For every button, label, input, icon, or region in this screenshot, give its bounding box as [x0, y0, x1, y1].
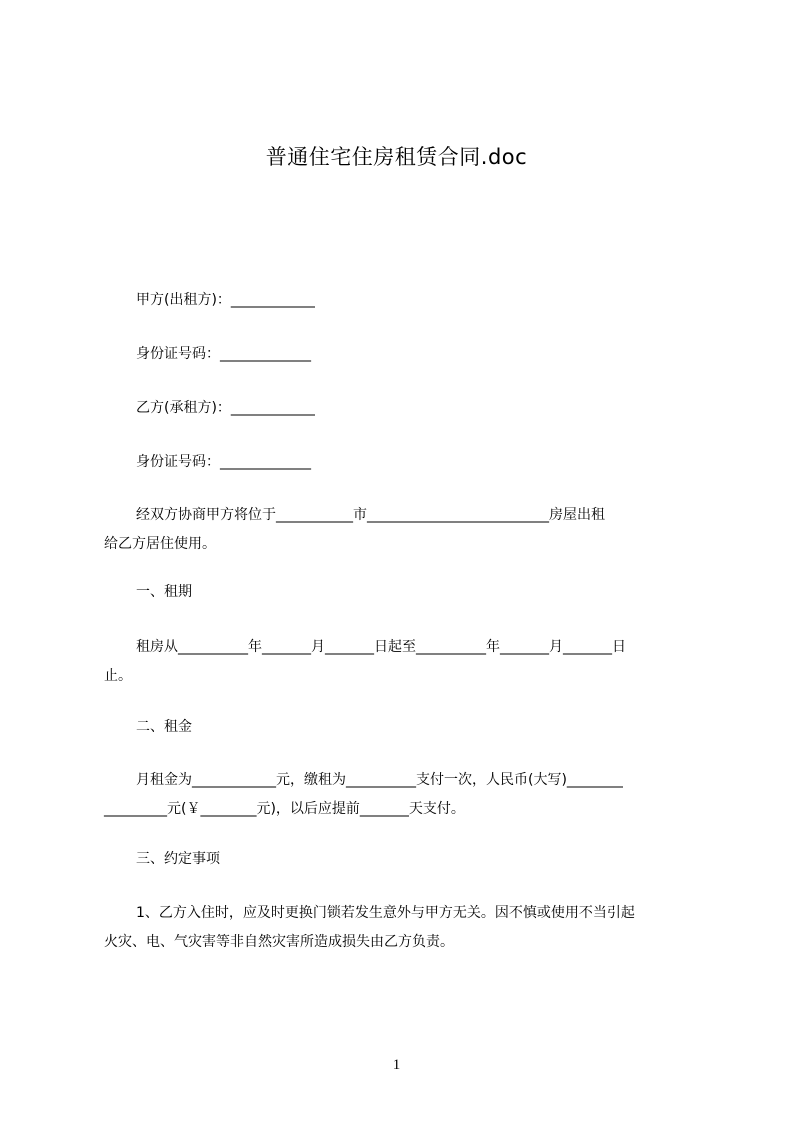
lease-term-paragraph — [104, 633, 704, 691]
page-number: 1 — [392, 1057, 401, 1073]
section-heading-terms: 三、约定事项 — [136, 851, 220, 867]
party-b-id-line: 身份证号码：_____________ — [136, 454, 311, 470]
rent-line-2: _________元(￥________元)，以后应提前_______天支付。 — [104, 801, 465, 817]
terms-item-1-line-2: 火灾、电、气灾害等非自然灾害所造成损失由乙方负责。 — [104, 934, 454, 950]
intro-line-2: 给乙方居住使用。 — [104, 536, 216, 552]
lease-term-line-2: 止。 — [104, 668, 132, 684]
lease-term-line-1: 租房从__________年_______月_______日起至__________年_______月_______日 — [136, 639, 626, 655]
document-title: 普通住宅住房租赁合同.doc — [265, 145, 528, 169]
rent-paragraph — [104, 766, 704, 824]
intro-line-1: 经双方协商甲方将位于___________市__________________________房屋出租 — [136, 507, 605, 523]
terms-paragraph — [104, 899, 704, 957]
section-heading-lease-term: 一、租期 — [136, 584, 192, 600]
party-a-id-line: 身份证号码：_____________ — [136, 346, 311, 362]
party-a-line: 甲方(出租方)：____________ — [136, 292, 315, 308]
intro-paragraph — [104, 501, 704, 559]
section-heading-rent: 二、租金 — [136, 719, 192, 735]
rent-line-1: 月租金为____________元，缴租为__________支付一次，人民币(大写)________ — [136, 772, 623, 788]
party-b-line: 乙方(承租方)：____________ — [136, 400, 315, 416]
terms-item-1-line-1: 1、乙方入住时，应及时更换门锁若发生意外与甲方无关。因不慎或使用不当引起 — [136, 905, 635, 921]
